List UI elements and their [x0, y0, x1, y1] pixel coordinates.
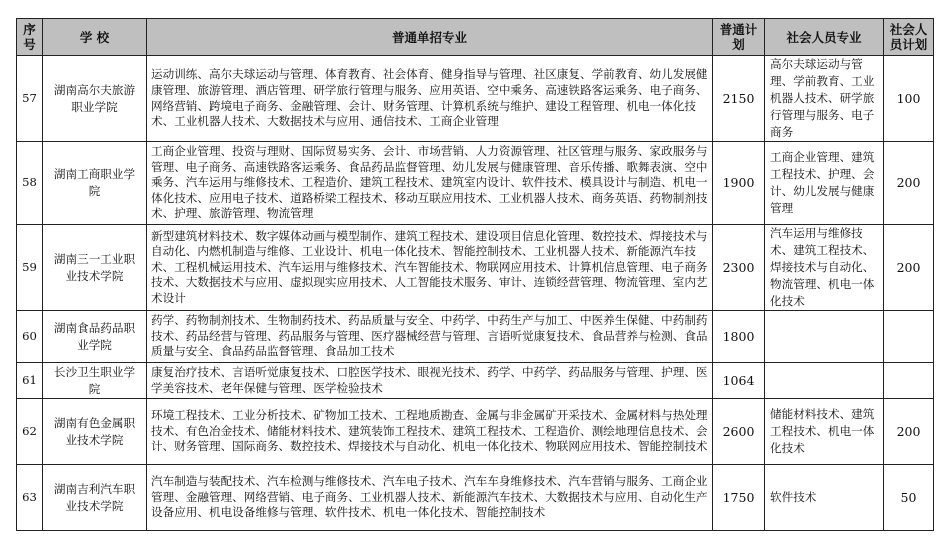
row-school: 湖南吉利汽车职业技术学院	[43, 465, 147, 531]
row-social-majors: 高尔夫球运动与管理、学前教育、工业机器人技术、研学旅行管理与服务、电子商务	[765, 56, 884, 142]
admissions-table	[16, 18, 934, 531]
header-majors: 普通单招专业	[147, 19, 713, 56]
row-school: 湖南三一工业职业技术学院	[43, 225, 147, 311]
row-plan: 2150	[713, 56, 765, 142]
row-majors: 汽车制造与装配技术、汽车检测与维修技术、汽车电子技术、汽车车身维修技术、汽车营销与服务、工商企业管理、金融管理、网络营销、电子商务、工业机器人技术、新能源汽车技术、大数据技术与应用、自动化生产设备应用、机电设备维修与管理、软件技术、机电一体化技术、智能控制技术	[147, 465, 713, 531]
row-seq: 62	[17, 399, 43, 465]
row-school: 湖南工商职业学院	[43, 142, 147, 225]
row-seq: 59	[17, 225, 43, 311]
row-plan: 1800	[713, 311, 765, 363]
row-social-majors	[765, 363, 884, 399]
table-row	[17, 225, 934, 311]
row-social-plan: 200	[884, 142, 934, 225]
table-row	[17, 465, 934, 531]
header-school: 学 校	[43, 19, 147, 56]
row-school: 湖南食品药品职业学院	[43, 311, 147, 363]
row-seq: 57	[17, 56, 43, 142]
row-social-plan	[884, 311, 934, 363]
row-majors: 工商企业管理、投资与理财、国际贸易实务、会计、市场营销、人力资源管理、社区管理与服务、家政服务与管理、电子商务、高速铁路客运乘务、食品药品监督管理、幼儿发展与健康管理、音乐传播、歌舞表演、空中乘务、汽车运用与维修技术、工程造价、建筑工程技术、建筑室内设计、软件技术、模具设计与制造、机电一体化技术、应用电子技术、道路桥梁工程技术、移动互联应用技术、工业机器人技术、商务英语、药物制剂技术、护理、旅游管理、物流管理	[147, 142, 713, 225]
table-row	[17, 399, 934, 465]
header-social-plan: 社会人员计划	[884, 19, 934, 56]
row-social-plan	[884, 363, 934, 399]
row-seq: 58	[17, 142, 43, 225]
row-social-majors: 工商企业管理、建筑工程技术、护理、会计、幼儿发展与健康管理	[765, 142, 884, 225]
row-plan: 1064	[713, 363, 765, 399]
row-social-majors: 汽车运用与维修技术、建筑工程技术、焊接技术与自动化、物流管理、机电一体化技术	[765, 225, 884, 311]
row-school: 长沙卫生职业学院	[43, 363, 147, 399]
row-social-plan: 50	[884, 465, 934, 531]
row-majors: 运动训练、高尔夫球运动与管理、体育教育、社会体育、健身指导与管理、社区康复、学前教育、幼儿发展健康管理、旅游管理、酒店管理、研学旅行管理与服务、应用英语、空中乘务、高速铁路客运乘务、电子商务、网络营销、跨境电子商务、金融管理、会计、财务管理、计算机系统与维护、建设工程管理、机电一体化技术、工业机器人技术、大数据技术与应用、通信技术、工商企业管理	[147, 56, 713, 142]
table-row	[17, 311, 934, 363]
row-social-majors: 储能材料技术、建筑工程技术、机电一体化技术	[765, 399, 884, 465]
row-social-plan: 100	[884, 56, 934, 142]
row-majors: 环境工程技术、工业分析技术、矿物加工技术、工程地质勘查、金属与非金属矿开采技术、金属材料与热处理技术、有色冶金技术、储能材料技术、建筑装饰工程技术、建筑工程技术、工程造价、测绘地理信息技术、会计、财务管理、国际商务、数控技术、焊接技术与自动化、机电一体化技术、物联网应用技术、智能控制技术	[147, 399, 713, 465]
row-plan: 1900	[713, 142, 765, 225]
row-seq: 61	[17, 363, 43, 399]
row-social-majors: 软件技术	[765, 465, 884, 531]
row-majors: 新型建筑材料技术、数字媒体动画与模型制作、建筑工程技术、建设项目信息化管理、数控技术、焊接技术与自动化、内燃机制造与维修、工业设计、机电一体化技术、智能控制技术、工业机器人技术、新能源汽车技术、工程机械运用技术、汽车运用与维修技术、汽车智能技术、物联网应用技术、计算机信息管理、电子商务技术、大数据技术与应用、虚拟现实应用技术、人工智能技术服务、审计、连锁经营管理、物流管理、室内艺术设计	[147, 225, 713, 311]
table-row	[17, 142, 934, 225]
row-social-plan: 200	[884, 399, 934, 465]
row-plan: 2600	[713, 399, 765, 465]
row-social-majors	[765, 311, 884, 363]
row-seq: 63	[17, 465, 43, 531]
row-plan: 1750	[713, 465, 765, 531]
table-row	[17, 363, 934, 399]
row-school: 湖南有色金属职业技术学院	[43, 399, 147, 465]
header-social-majors: 社会人员专业	[765, 19, 884, 56]
row-plan: 2300	[713, 225, 765, 311]
row-majors: 药学、药物制剂技术、生物制药技术、药品质量与安全、中药学、中药生产与加工、中医养生保健、中药制药技术、药品经营与管理、药品服务与管理、医疗器械经营与管理、言语听觉康复技术、食品营养与检测、食品质量与安全、食品药品监督管理、食品加工技术	[147, 311, 713, 363]
row-seq: 60	[17, 311, 43, 363]
row-social-plan: 200	[884, 225, 934, 311]
header-row	[17, 19, 934, 56]
admissions-table-wrapper	[16, 18, 934, 531]
row-majors: 康复治疗技术、言语听觉康复技术、口腔医学技术、眼视光技术、药学、中药学、药品服务与管理、护理、医学美容技术、老年保健与管理、医学检验技术	[147, 363, 713, 399]
header-plan: 普通计划	[713, 19, 765, 56]
header-seq: 序号	[17, 19, 43, 56]
table-row	[17, 56, 934, 142]
row-school: 湖南高尔夫旅游职业学院	[43, 56, 147, 142]
